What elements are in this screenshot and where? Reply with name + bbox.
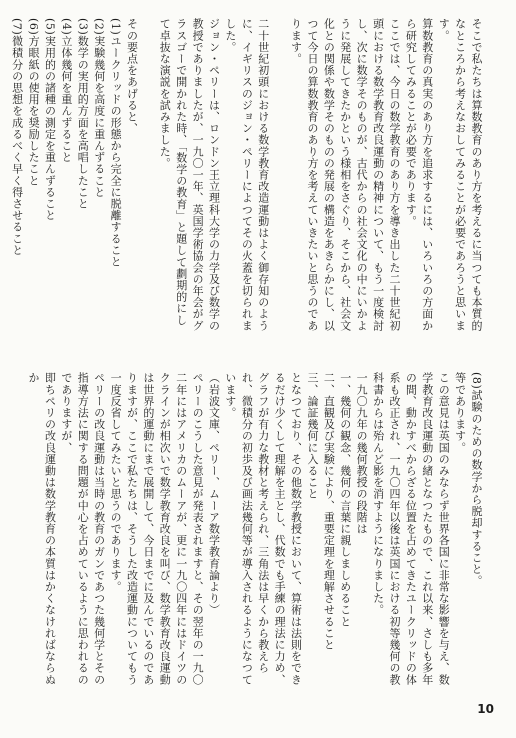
- item-text: 微積分の思想を成るべく早く得させること: [10, 35, 24, 256]
- item-number: (6): [27, 18, 41, 36]
- item-text: 数学の実用的方面を高唱したこと: [76, 35, 90, 210]
- list-item: 一、幾何の観念、幾何の言葉に親しましめること: [338, 372, 352, 628]
- upper-text-block: [10, 18, 484, 336]
- spacer: [271, 18, 287, 336]
- item-number: (3): [76, 18, 90, 36]
- list-item: 三、論証幾何に入ること: [305, 372, 319, 500]
- list-item: [41, 18, 57, 336]
- paragraph: 即ちペリの改良運動は数学教育の本質はかくなければならぬか: [27, 372, 57, 686]
- item-text: ユークリッドの形態から完全に脱離すること: [109, 35, 123, 268]
- paragraph: この意見は英国のみならず世界各国に非常な影響を与え、数学教育改良運動の緒となつたもので、これ以来、さしも多年の間、動かすべからざる位置を占めてきたユークリッドの体系も改正され、一九〇四年以後は英国における初等幾何の教科書からは殆んど影を消すようになりました。: [371, 372, 451, 686]
- paragraph: その要点をあげると、: [125, 18, 139, 134]
- item-number: (1): [109, 18, 123, 36]
- item-number: (8): [470, 372, 483, 390]
- paragraph: 一九〇九年の幾何教授の段階は: [355, 372, 369, 535]
- paragraph: ペリーのこうした意見が発表されますと、その翌年の一九〇二年にはアメリカのムーアが、更に一九〇四年にはドイツのクラインが相次いで数学教育改良を叫び、数学教育改良運動は世界的運動にまで展開して、今日までに及んでいるのでありますが、ここで私たちは、そうした改造運動についてもう一度反省してみたいと思うのであります。: [109, 372, 205, 686]
- list-item: [90, 18, 106, 336]
- list-item: [57, 18, 73, 336]
- lower-text-block: [14, 372, 484, 692]
- item-text: 立体幾何を重んずること: [59, 35, 73, 163]
- item-number: (5): [43, 18, 57, 36]
- citation: （岩波文庫、ペリー、ムーア数学教育論より）: [207, 372, 221, 616]
- item-text: 方眼紙の使用を奨励したこと: [27, 35, 41, 187]
- list-item: [74, 18, 90, 336]
- spacer: [140, 18, 156, 336]
- list-item: [8, 18, 24, 336]
- item-text: 試験のための数学から脱却すること。: [470, 389, 483, 587]
- paragraph: そこで私たちは算数教育のあり方を考えるに当つても本質的なところから考えなおしてみることが必要であろうと思います。: [437, 18, 483, 332]
- paragraph: 等であります。: [453, 372, 467, 454]
- paragraph: となつており、その他数学教授において、算術は法則をできるだけ少くして理解を主とし、代数でも手練の理法に力め、グラフが有力な教材と考えられ、三角法は早くから教えられ、微積分の初歩及び画法幾何等が導入されるようになつています。: [223, 372, 303, 686]
- paragraph: 算数教育の真実のあり方を追求するには、いろいろの方面から研究してみることが必要であります。: [404, 18, 434, 332]
- list-item: [468, 372, 484, 692]
- paragraph: ペリーの改良運動は当時の教育のガンであつた幾何学とその指導方法に関する問題が中心を占めているように思われるのでありますが、: [59, 372, 106, 686]
- list-item: 二、直観及び実験により、重要定理を理解させること: [322, 372, 336, 651]
- item-number: (4): [59, 18, 73, 36]
- item-number: (2): [92, 18, 106, 36]
- item-number: (7): [10, 18, 24, 36]
- paragraph: 二十世紀初頭における数学教育改造運動はよく御存知のように、イギリスのジョン・ペリーによつてその火蓋を切られました。: [223, 18, 270, 332]
- paragraph: ジョン・ペリーは、ロンドン王立理科大学の力学及び数学の教授でありましたが、一九〇一年、英国学術協会の年会がグラスゴーで開かれた時、「数学の教育」と題して劃期的にして卓抜な演説を試みました。: [158, 18, 221, 332]
- page-number: 10: [477, 702, 494, 716]
- list-item: [25, 18, 41, 336]
- list-item: [107, 18, 123, 336]
- item-text: 実験幾何を高度に重んずること: [92, 35, 106, 198]
- paragraph: ここでは、今日の数学教育のあり方を導き出した二十世紀初頭における数学教育改良運動の精神について、もう一度検討し、次に数学そのものが、古代からの社会文化の中にいかように発展してきたかという様相をさぐり、そこから、社会文化との関係や数学そのものの発展の構造をあきらかにし、以つて今日の算数教育のあり方を考えていきたいと思うのであります。: [289, 18, 401, 332]
- item-text: 実用的の諸種の測定を重んずること: [43, 35, 57, 221]
